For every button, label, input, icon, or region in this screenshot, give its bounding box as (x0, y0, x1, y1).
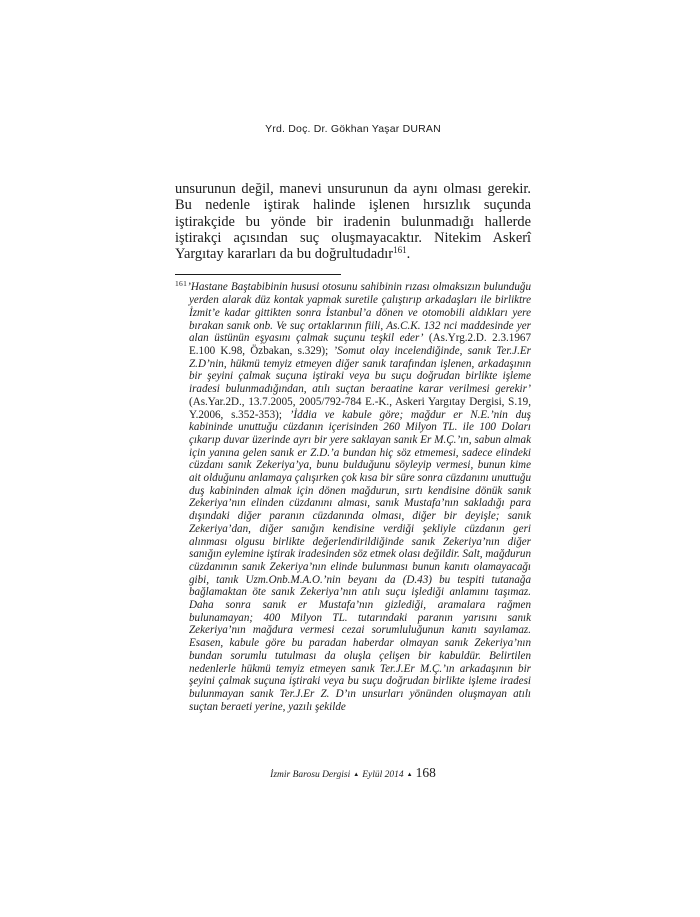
page-number: 168 (415, 765, 436, 780)
text-column (175, 0, 531, 713)
triangle-separator-icon: ▲ (353, 771, 360, 778)
footnote-marker: 161 (175, 279, 188, 289)
footnote-segment-citation-2: (As.Yar.2D., 13.7.2005, 2005/792-784 E.-K., Askeri Yargıtay Dergisi, S.19, Y.2006, s.352-353); (189, 395, 531, 421)
footnote-segment-citation-1: (As.Yrg.2.D. 2.3.1967 E.100 K.98, Özbakan, s.329); (189, 332, 531, 357)
issue-date: Eylül 2014 (362, 770, 404, 780)
footnote-segment-quote-2: ’Somut olay incelendiğinde, sanık Ter.J.Er Z.D’nin, hükmü temyiz etmeyen diğer sanık tarafından işlenen, arkadaşının bir şeyini çalmak suçuna iştiraki veya bu suçu doğrudan birlikte işleme iradesi bulunmadığından, atılı suçtan beraatine karar verilmesi gerekir’ (189, 345, 531, 396)
running-header-author: Yrd. Doç. Dr. Gökhan Yaşar DURAN (265, 123, 441, 135)
footnote (175, 279, 531, 713)
footnote-reference: 161 (393, 245, 407, 256)
body-paragraph (175, 181, 531, 262)
footnote-segment-quote-3: ’İddia ve kabule göre; mağdur er N.E.’nin duş kabininde unuttuğu cüzdanın içerisinden 260 Milyon TL. ile 100 Doları çıkarıp duvar üzerinde ayrı bir yere saklayan sanık Er M.Ç.’ın, sabun almak için yanına gelen sanık er Z.D.’a bundan hiç söz etmemesi, sadece elindeki cüzdanı sanık Zekeriya’ya, bunu bulduğunu söyleyip vermesi, bunun kime ait olduğunu anlamaya çalışırken çok kısa bir süre sonra cüzdanını unuttuğu duş kabininden almak için dönen mağdurun, sırtı kendisine dönük sanık Zekeriya’nın elinden cüzdanını alması, sanık Mustafa’nın sakladığı para dışındaki diğer paranın cüzdanında olması, diğer bir deyişle; sanık Zekeriya’dan, diğer sanığın kendisine verdiği şekliyle cüzdanın geri alınması olgusu birlikte değerlendirildiğinde sanık Zekeriya’nın diğer sanığın eylemine iştirak iradesinden söz etmek olası değildir. Salt, mağdurun cüzdanının sanık Zekeriya’nın elinde bulunması bunun kanıtı olamayacağı gibi, tanık Uzm.Onb.M.A.O.’nin beyanı da (D.43) bu tespiti tutanağa bağlamaktan öte sanık Zekeriya’nın atılı suçu işlediği anlamını taşımaz. Daha sonra sanık er Mustafa’nın gizlediği, aramalara rağmen bulunamayan; 400 Milyon TL. tutarındaki paranın yarısını sanık Zekeriya’nın mağdura vermesi cezai sorumluluğunun kanıtı sayılamaz. Esasen, kabule göre bu paradan haberdar olmayan sanık Zekeriya’nın bundan sorumlu tutulması da oluşla çelişen bir kabuldür. Belirtilen nedenlerle hükmü temyiz etmeyen sanık Ter.J.Er M.Ç.’ın arkadaşının bir şeyini çalmak suçuna iştiraki veya bu suçu doğrudan birlikte işleme iradesi bulunmayan sanık Ter.J.Er Z. D’ın unsurları yönünden oluşmayan atılı suçtan beraeti yerine, yazılı şekilde (189, 408, 531, 713)
page-footer (175, 764, 531, 782)
body-text: unsurunun değil, manevi unsurunun da aynı olması gerekir. Bu nedenle iştirak halinde işlenen hırsızlık suçunda iştirakçide bu yönde bir iradenin bulunmadığı hallerde iştirakçi açısından suç oluşmayacaktır. Nitekim Askerî Yargıtay kararları da bu doğrultudadır (175, 181, 531, 263)
footnote-segment-quote-1: ’Hastane Baştabibinin hususi otosunu sahibinin rızası olmaksızın bulunduğu yerden alarak düz kontak yapmak suretile çalıştırıp arkadaşları ile birliktre İzmit’e kadar gittikten sonra İstanbul’a dönen ve otomobili aldıkları yere bırakan sanık onb. Ve suç ortaklarının fiili, As.C.K. 132 nci maddesinde yer alan üstünün eşyasını çalmak suçunu teşkil eder’ (187, 281, 531, 345)
body-text-period: . (406, 246, 411, 263)
triangle-separator-icon: ▲ (406, 771, 413, 778)
footnote-separator-rule (175, 274, 341, 275)
journal-name: İzmir Barosu Dergisi (270, 770, 351, 780)
